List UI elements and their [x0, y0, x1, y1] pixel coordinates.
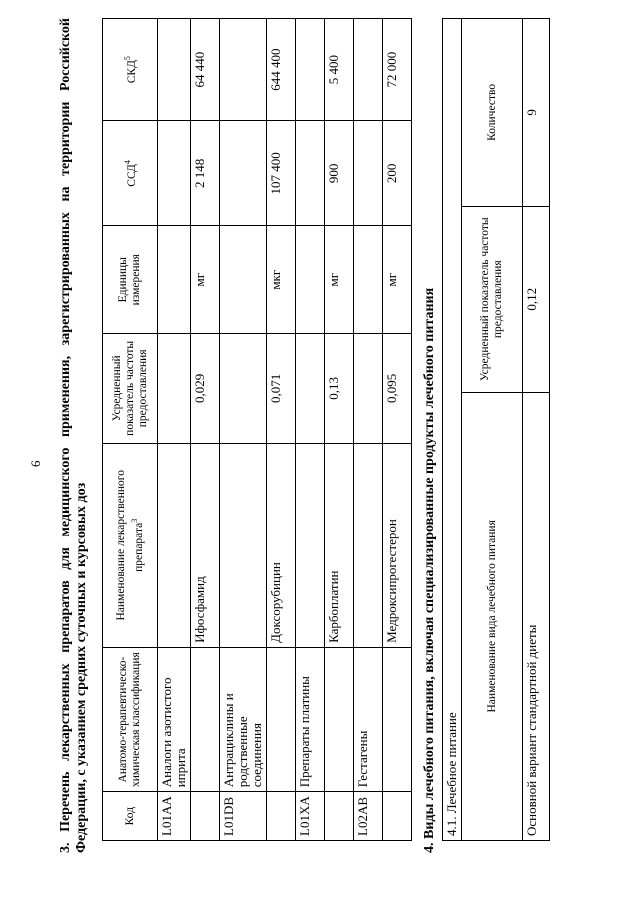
cell-code: L01XA: [296, 792, 325, 841]
page-number: 6: [28, 460, 43, 467]
cell-freq: 0,095: [383, 333, 412, 443]
cell-atc: [325, 647, 354, 791]
table-row: [191, 19, 220, 841]
cell-skd: [158, 19, 191, 121]
nutrition-subheading: 4.1. Лечебное питание: [443, 19, 462, 841]
cell-ssd: [158, 121, 191, 226]
cell-ssd: [354, 121, 383, 226]
header-frequency: Усредненный показатель частоты предоставления: [103, 333, 158, 443]
cell-unit: мг: [383, 226, 412, 333]
cell-name: [220, 443, 267, 647]
cell-atc: [383, 647, 412, 791]
table-row: [325, 19, 354, 841]
cell-skd: 5 400: [325, 19, 354, 121]
cell-name: [354, 443, 383, 647]
cell-freq: [296, 333, 325, 443]
table-row: [267, 19, 296, 841]
header-skd: СКД$^5$: [103, 19, 158, 121]
cell-code: L01DB: [220, 792, 267, 841]
cell-freq: [354, 333, 383, 443]
cell-skd: [296, 19, 325, 121]
header-unit: Единицы измерения: [103, 226, 158, 333]
cell-name: Медроксипрогестерон: [383, 443, 412, 647]
cell-unit: [296, 226, 325, 333]
section-3-heading: 3. Перечень лекарственных препаратов для медицинского применения, зарегистрированных на территории Российской Федерации, с указанием средних суточных и курсовых доз: [58, 18, 89, 853]
header-nutrition-quantity: Количество: [462, 19, 523, 207]
cell-skd: [220, 19, 267, 121]
cell-unit: [158, 226, 191, 333]
cell-unit: мкг: [267, 226, 296, 333]
cell-unit: [354, 226, 383, 333]
cell-name: [158, 443, 191, 647]
cell-atc: [191, 647, 220, 791]
nutrition-header-row: [462, 19, 523, 841]
table-row: [220, 19, 267, 841]
cell-name: Карбоплатин: [325, 443, 354, 647]
cell-freq: 0,13: [325, 333, 354, 443]
cell-freq: [158, 333, 191, 443]
header-ssd: ССД$^4$: [103, 121, 158, 226]
drugs-table: [102, 18, 412, 841]
header-code: Код: [103, 792, 158, 841]
cell-skd: [354, 19, 383, 121]
cell-unit: мг: [325, 226, 354, 333]
nutrition-cell-freq: 0,12: [523, 206, 550, 392]
cell-atc: Гестагены: [354, 647, 383, 791]
cell-freq: [220, 333, 267, 443]
cell-skd: 72 000: [383, 19, 412, 121]
header-name: Наименование лекарственного препарата$^3$: [103, 443, 158, 647]
cell-name: [296, 443, 325, 647]
cell-unit: мг: [191, 226, 220, 333]
cell-ssd: [220, 121, 267, 226]
cell-ssd: 200: [383, 121, 412, 226]
header-nutrition-name: Наименование вида лечебного питания: [462, 392, 523, 840]
cell-skd: 644 400: [267, 19, 296, 121]
nutrition-cell-qty: 9: [523, 19, 550, 207]
cell-ssd: [296, 121, 325, 226]
cell-ssd: 900: [325, 121, 354, 226]
cell-ssd: 2 148: [191, 121, 220, 226]
cell-code: L02AB: [354, 792, 383, 841]
nutrition-table: [442, 18, 550, 841]
cell-unit: [220, 226, 267, 333]
header-atc: Анатомо-терапевтическо-химическая классификация: [103, 647, 158, 791]
cell-freq: 0,071: [267, 333, 296, 443]
table-header-row: [103, 19, 158, 841]
cell-atc: Препараты платины: [296, 647, 325, 791]
cell-name: Доксорубицин: [267, 443, 296, 647]
cell-atc: Аналоги азотистого иприта: [158, 647, 191, 791]
cell-code: L01AA: [158, 792, 191, 841]
cell-freq: 0,029: [191, 333, 220, 443]
header-nutrition-frequency: Усредненный показатель частоты предоставления: [462, 206, 523, 392]
section-4-heading: 4. Виды лечебного питания, включая специализированные продукты лечебного питания: [422, 287, 437, 853]
table-row: [354, 19, 383, 841]
cell-atc: Антрациклины и родственные соединения: [220, 647, 267, 791]
table-row: [158, 19, 191, 841]
cell-skd: 64 440: [191, 19, 220, 121]
cell-code: [267, 792, 296, 841]
table-row: [523, 19, 550, 841]
cell-code: [191, 792, 220, 841]
cell-code: [325, 792, 354, 841]
nutrition-cell-name: Основной вариант стандартной диеты: [523, 392, 550, 840]
table-row: [383, 19, 412, 841]
cell-ssd: 107 400: [267, 121, 296, 226]
nutrition-subheading-row: [443, 19, 462, 841]
table-row: [296, 19, 325, 841]
cell-name: Ифосфамид: [191, 443, 220, 647]
cell-atc: [267, 647, 296, 791]
cell-code: [383, 792, 412, 841]
